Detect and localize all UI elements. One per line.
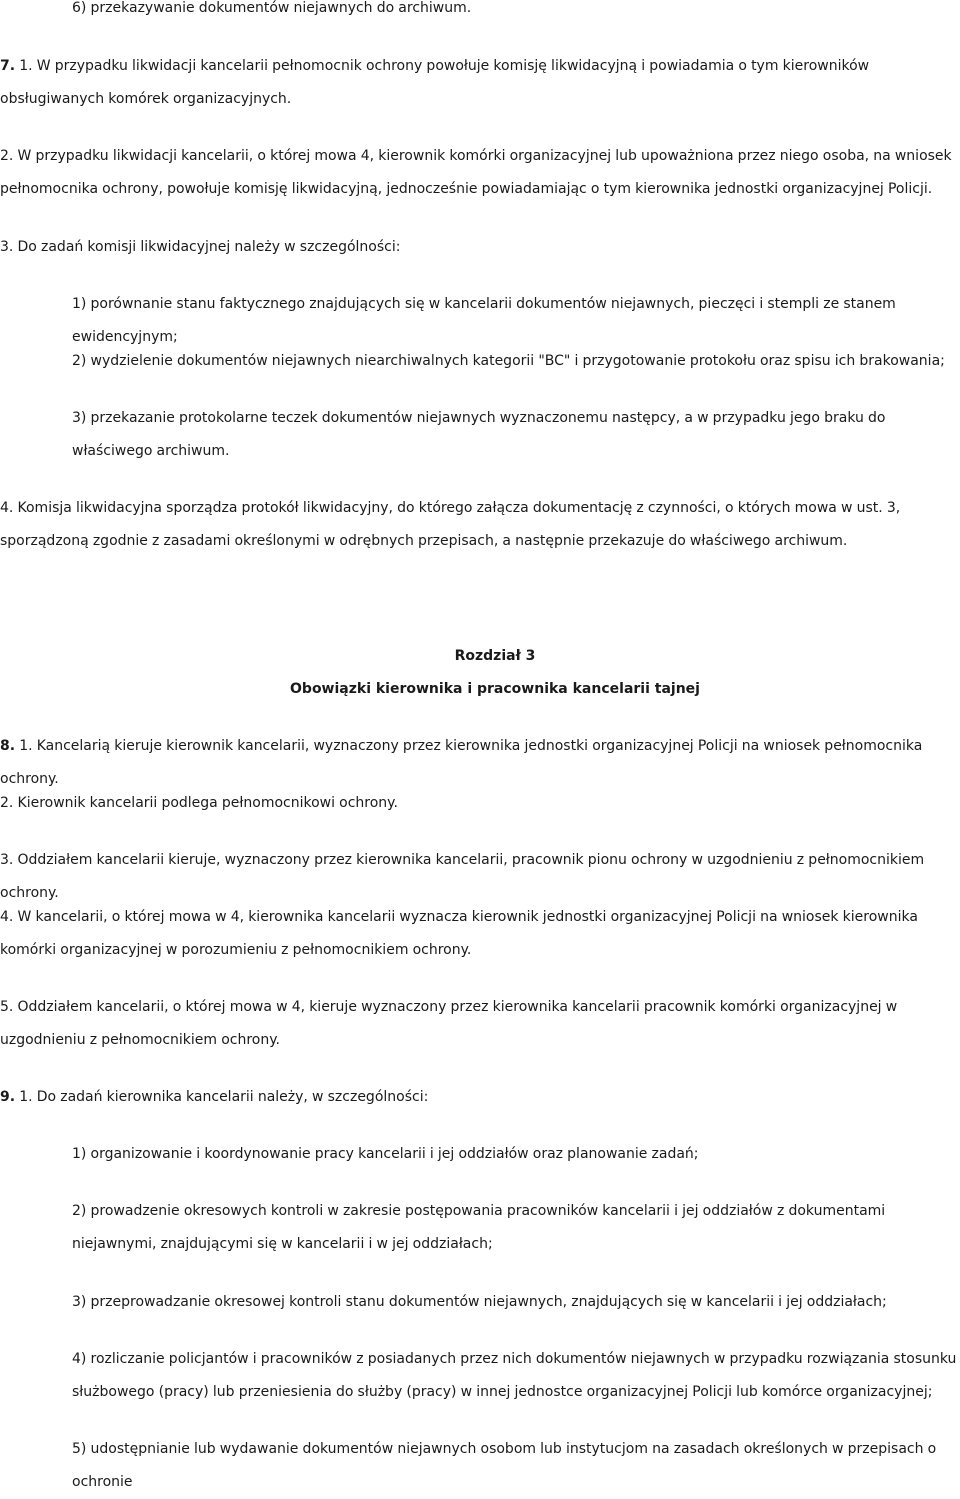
list-item: 1) organizowanie i koordynowanie pracy kancelarii i jej oddziałów oraz planowanie zadań; xyxy=(72,1146,699,1162)
paragraph-7-3: 3. Do zadań komisji likwidacyjnej należy w szczególności: xyxy=(0,239,401,255)
list-item: 2) wydzielenie dokumentów niejawnych niearchiwalnych kategorii "BC" i przygotowanie protokołu oraz spisu ich brakowania; xyxy=(72,353,945,369)
paragraph-9-1 xyxy=(0,1081,958,1114)
list-item: 4) rozliczanie policjantów i pracowników z posiadanych przez nich dokumentów niejawnych w przypadku rozwiązania stosunku służbowego (pracy) lub przeniesienia do służby (pracy) w innej jednostce organizacyjnej Policji lub komórce organizacyjnej; xyxy=(72,1351,957,1400)
list-item: 1) porównanie stanu faktycznego znajdujących się w kancelarii dokumentów niejawnych, pieczęci i stempli ze stanem ewidencyjnym; xyxy=(72,296,896,345)
paragraph-text: 1. Do zadań kierownika kancelarii należy, w szczególności: xyxy=(15,1089,429,1105)
chapter-number: Rozdział 3 xyxy=(454,648,536,664)
paragraph-7-2: 2. W przypadku likwidacji kancelarii, o której mowa 4, kierownik komórki organizacyjnej lub upoważniona przez niego osoba, na wniosek pełnomocnika ochrony, powołuje komisję likwidacyjną, jednocześnie powiadamiając o tym kierownika jednostki organizacyjnej Policji. xyxy=(0,148,952,197)
list-item: 6) przekazywanie dokumentów niejawnych do archiwum. xyxy=(72,0,472,16)
list-item: 2) prowadzenie okresowych kontroli w zakresie postępowania pracowników kancelarii i jej oddziałów z dokumentami niejawnymi, znajdującymi się w kancelarii i w jej oddziałach; xyxy=(72,1203,886,1252)
list-item: 3) przekazanie protokolarne teczek dokumentów niejawnych wyznaczonemu następcy, a w przypadku jego braku do właściwego archiwum. xyxy=(72,410,886,459)
paragraph-text: 1. W przypadku likwidacji kancelarii pełnomocnik ochrony powołuje komisję likwidacyjną i powiadamia o tym kierowników obsługiwanych komórek organizacyjnych. xyxy=(0,58,870,107)
paragraph-text: 1. Kancelarią kieruje kierownik kancelarii, wyznaczony przez kierownika jednostki organizacyjnej Policji na wniosek pełnomocnika ochrony. xyxy=(0,738,923,787)
list-item: 3) przeprowadzanie okresowej kontroli stanu dokumentów niejawnych, znajdujących się w kancelarii i jej oddziałach; xyxy=(72,1294,887,1310)
section-number: 7. xyxy=(0,58,16,74)
list-item: 5) udostępnianie lub wydawanie dokumentów niejawnych osobom lub instytucjom na zasadach określonych w przepisach o ochronie xyxy=(72,1441,937,1490)
section-number: 8. xyxy=(0,738,16,754)
chapter-title: Obowiązki kierownika i pracownika kancelarii tajnej xyxy=(290,681,700,697)
paragraph-8-4: 4. W kancelarii, o której mowa w 4, kierownika kancelarii wyznacza kierownik jednostki organizacyjnej Policji na wniosek kierownika komórki organizacyjnej w porozumieniu z pełnomocnikiem ochrony. xyxy=(0,909,918,958)
paragraph-8-5: 5. Oddziałem kancelarii, o której mowa w 4, kieruje wyznaczony przez kierownika kancelarii pracownik komórki organizacyjnej w uzgodnieniu z pełnomocnikiem ochrony. xyxy=(0,999,898,1048)
paragraph-7-4: 4. Komisja likwidacyjna sporządza protokół likwidacyjny, do którego załącza dokumentację z czynności, o których mowa w ust. 3, sporządzoną zgodnie z zasadami określonymi w odrębnych przepisach, a następnie przekazuje do właściwego archiwum. xyxy=(0,500,901,549)
section-number: 9. xyxy=(0,1089,16,1105)
paragraph-8-3: 3. Oddziałem kancelarii kieruje, wyznaczony przez kierownika kancelarii, pracownik pionu ochrony w uzgodnieniu z pełnomocnikiem ochrony. xyxy=(0,852,925,901)
paragraph-8-2: 2. Kierownik kancelarii podlega pełnomocnikowi ochrony. xyxy=(0,795,398,811)
paragraph-7-1 xyxy=(0,50,958,116)
